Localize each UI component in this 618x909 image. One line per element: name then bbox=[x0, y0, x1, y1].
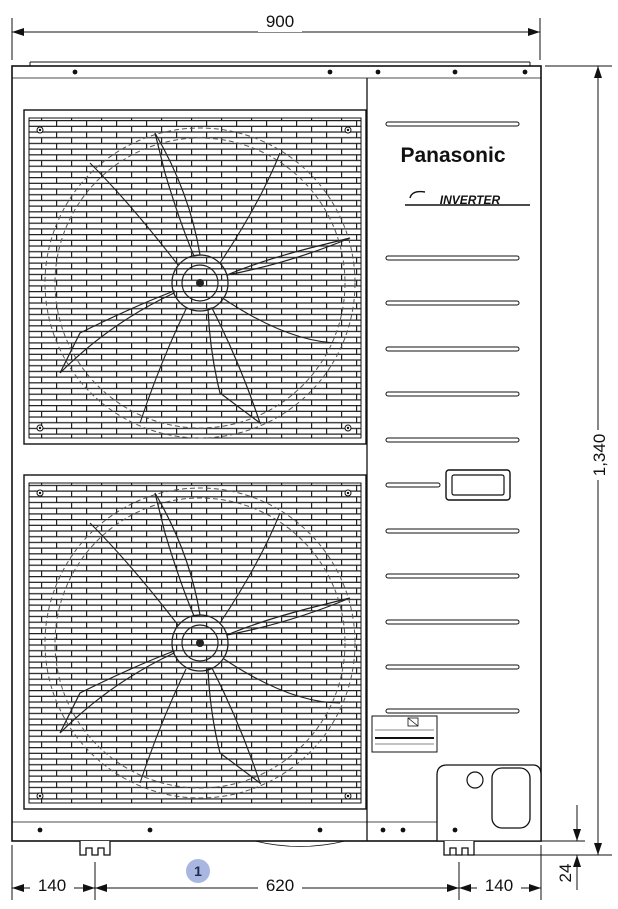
screw-icon bbox=[328, 70, 333, 75]
lower-fan-grille bbox=[24, 475, 366, 809]
screw-icon bbox=[523, 70, 528, 75]
screw-icon bbox=[73, 70, 78, 75]
callout-label: 1 bbox=[194, 863, 202, 879]
height-dimension bbox=[545, 66, 612, 855]
width-dimension bbox=[12, 10, 540, 60]
height-label: 1,340 bbox=[590, 433, 609, 477]
right-offset-label: 140 bbox=[484, 876, 514, 895]
left-offset-label: 140 bbox=[37, 876, 67, 895]
screw-icon bbox=[376, 70, 381, 75]
screw-icon bbox=[148, 828, 153, 833]
foot-height-dimension bbox=[541, 805, 585, 890]
screw-icon bbox=[381, 828, 386, 833]
feet bbox=[80, 841, 612, 855]
connection-plate-icon bbox=[437, 765, 541, 841]
screw-icon bbox=[453, 70, 458, 75]
upper-fan-grille bbox=[24, 110, 366, 444]
callout-badge bbox=[186, 859, 210, 883]
foot-height-label: 24 bbox=[556, 863, 575, 883]
screw-icon bbox=[38, 828, 43, 833]
width-label: 900 bbox=[265, 12, 295, 31]
rating-label bbox=[372, 716, 437, 752]
brand-name: Panasonic bbox=[400, 144, 506, 167]
inverter-text: INVERTER bbox=[439, 193, 501, 207]
screw-icon bbox=[401, 828, 406, 833]
screw-icon bbox=[318, 828, 323, 833]
foot-spacing-label: 620 bbox=[265, 876, 295, 895]
